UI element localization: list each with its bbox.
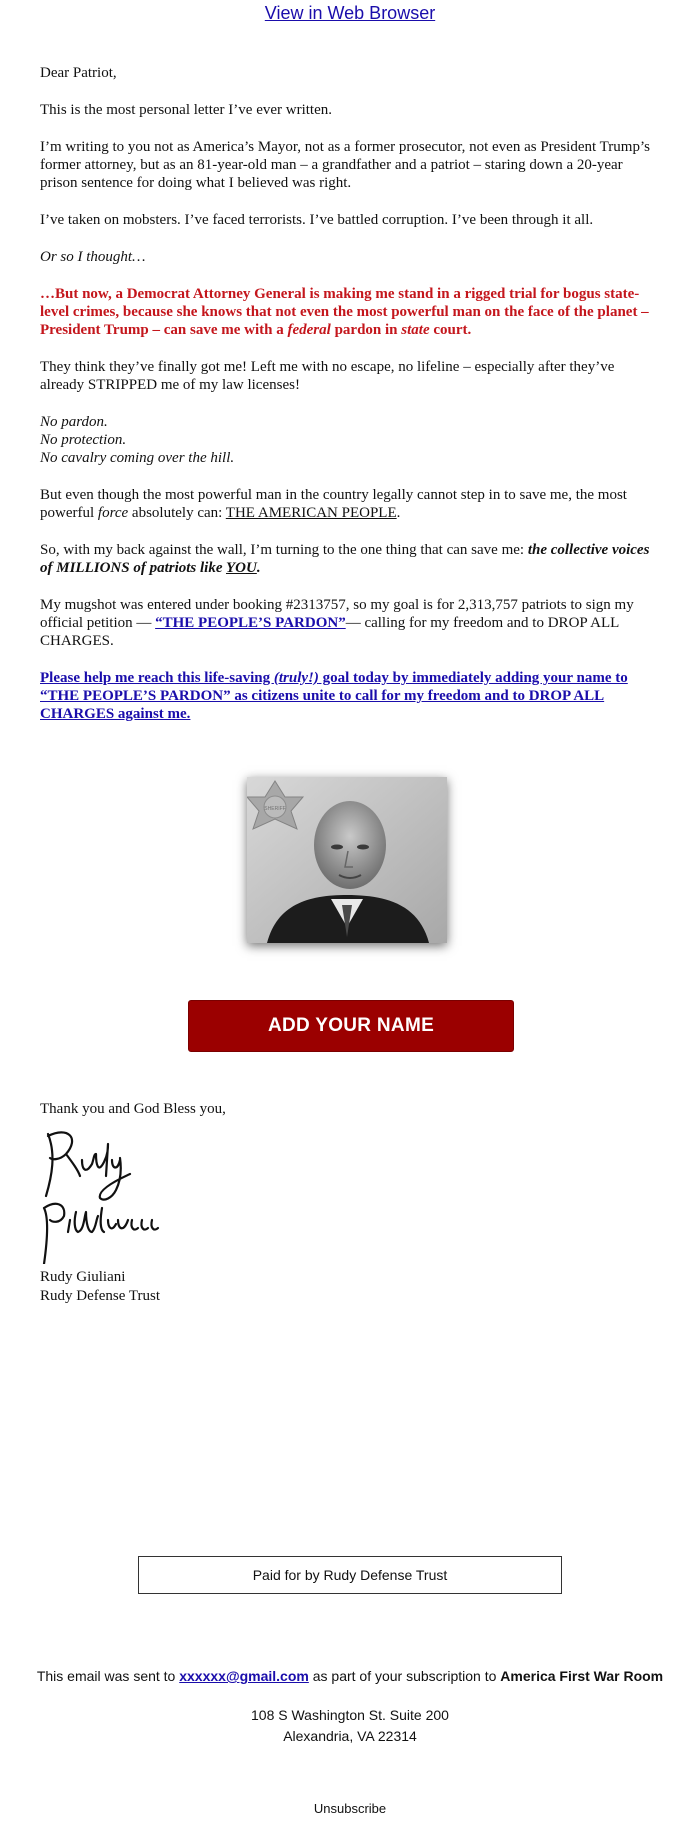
svg-text:SHERIFF: SHERIFF [264, 806, 286, 812]
text-b: — calling for my freedom and to DROP ALL CHARGES. [40, 615, 619, 649]
text-a: So, with my back against the wall, I’m turning to the one thing that can save me: [40, 542, 528, 558]
period: . [256, 560, 261, 576]
or-so-text: Or so I thought… [40, 249, 146, 265]
text-a: My mugshot was entered under booking #2313757, so my goal is for 2,313,757 patriots to sign my official petition — [40, 597, 634, 631]
no-pardon-line: No pardon. [40, 414, 108, 430]
paid-for-disclaimer: Paid for by Rudy Defense Trust [138, 1556, 562, 1594]
paragraph-writing-to-you: I’m writing to you not as America’s Mayor, not as a former prosecutor, not even as President Trump’s former attorney, but as an 81-year-old man – a grandfather and a patriot – staring down a 20-year prison sentence for doing what I believed was right. [40, 139, 650, 191]
text-a: But even though the most powerful man in the country legally cannot step in to save me, the most powerful [40, 487, 627, 521]
paragraph-intro: This is the most personal letter I’ve ever written. [40, 102, 332, 118]
letter-body [40, 64, 660, 742]
sent-middle: as part of your subscription to [308, 1668, 501, 1684]
list-name: America First War Room [500, 1668, 664, 1684]
signature-block [40, 1268, 160, 1306]
you-word: YOU [225, 560, 257, 576]
red-text-c: court. [429, 322, 472, 338]
collective-voices-text: the collective voices of MILLIONS of patriots like [40, 542, 650, 576]
text-b: absolutely can: [128, 505, 226, 521]
truly-word: (truly!) [273, 670, 319, 686]
cta-text-link[interactable] [40, 670, 628, 722]
cta-link-a: Please help me reach this life-saving [40, 670, 274, 686]
paragraph-back-against-wall [40, 541, 660, 577]
paragraph-finally-got-me: They think they’ve finally got me! Left me with no escape, no lifeline – especially after they’ve already STRIPPED me of my law licenses! [40, 359, 615, 393]
signer-org: Rudy Defense Trust [40, 1288, 161, 1304]
paragraph-red-alert [40, 285, 660, 339]
red-text-b: pardon in [330, 322, 402, 338]
paragraph-american-people [40, 486, 660, 522]
greeting: Dear Patriot, [40, 65, 117, 81]
unsubscribe-link[interactable]: Unsubscribe [313, 1801, 387, 1816]
no-protection-line: No protection. [40, 432, 127, 448]
signature-scribble [38, 1124, 198, 1264]
sent-prefix: This email was sent to [36, 1668, 180, 1684]
recipient-email-link[interactable]: xxxxxx@gmail.com [179, 1668, 309, 1684]
signature-image [38, 1124, 198, 1264]
address-line-1: 108 S Washington St. Suite 200 [251, 1707, 449, 1723]
paragraph-no-list [40, 413, 660, 467]
add-your-name-button[interactable]: ADD YOUR NAME [188, 1000, 514, 1052]
paragraph-taken-on: I’ve taken on mobsters. I’ve faced terrorists. I’ve battled corruption. I’ve been through it all. [40, 212, 594, 228]
paragraph-or-so [40, 248, 660, 266]
text-c: . [396, 505, 401, 521]
force-word: force [97, 505, 129, 521]
paragraph-call-to-action [40, 669, 660, 723]
cta-link-b: goal today by immediately adding your name to “THE PEOPLE’S PARDON” as citizens unite to call for my freedom and to DROP ALL CHARGES against me. [40, 670, 628, 722]
state-word: state [401, 322, 430, 338]
signer-name: Rudy Giuliani [40, 1269, 126, 1285]
address-line-2: Alexandria, VA 22314 [283, 1728, 417, 1744]
no-cavalry-line: No cavalry coming over the hill. [40, 450, 235, 466]
view-in-browser-link[interactable]: View in Web Browser [264, 3, 436, 23]
mailing-address [0, 1705, 700, 1747]
mugshot-image[interactable] [247, 777, 447, 943]
subscription-notice [0, 1668, 700, 1684]
american-people-link[interactable]: THE AMERICAN PEOPLE [225, 505, 397, 521]
closing-thanks: Thank you and God Bless you, [40, 1101, 226, 1117]
federal-word: federal [287, 322, 331, 338]
paragraph-mugshot-goal [40, 596, 660, 650]
top-bar [0, 0, 700, 26]
red-text-a: …But now, a Democrat Attorney General is making me stand in a rigged trial for bogus state-level crimes, because she knows that not even the most powerful man on the face of the planet – President Trump – can save me with a [40, 286, 649, 338]
peoples-pardon-link[interactable]: “THE PEOPLE’S PARDON” [155, 615, 346, 631]
mugshot-photo [247, 777, 447, 943]
